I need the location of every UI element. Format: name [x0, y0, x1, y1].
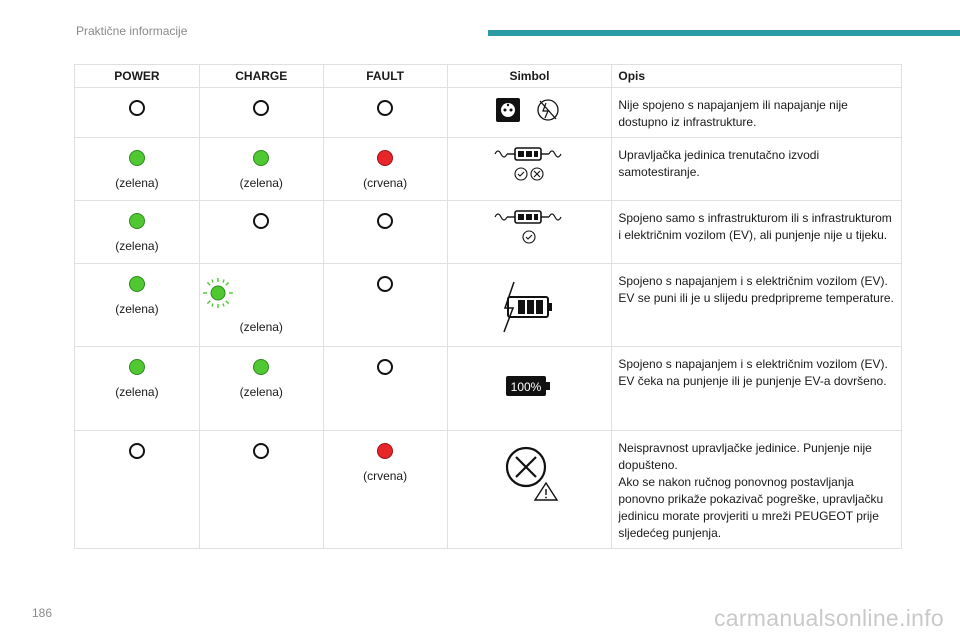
page-number: 186 [32, 606, 53, 620]
led-color-label: (crvena) [363, 469, 408, 483]
page-section-title: Praktične informacije [76, 24, 188, 38]
symbol-cell [447, 347, 612, 431]
power-led-cell [75, 201, 200, 264]
symbol-cell [447, 264, 612, 347]
fault-led-cell [323, 431, 447, 549]
fault-warning-icon [494, 437, 564, 507]
led-green-icon [129, 276, 145, 292]
symbol-cell [447, 138, 612, 201]
symbol-cell [447, 88, 612, 138]
led-green-icon [253, 359, 269, 375]
col-header-symbol: Simbol [447, 65, 612, 88]
description-text: Upravljačka jedinica trenutačno izvodi samotestiranje. [618, 148, 820, 179]
led-color-label: (zelena) [239, 320, 283, 334]
charge-led-cell [199, 431, 323, 549]
led-off-icon [129, 100, 145, 116]
led-color-label: (zelena) [115, 302, 159, 316]
symbol-cell [447, 431, 612, 549]
description-text: Spojeno samo s infrastrukturom ili s infrastrukturom i električnim vozilom (EV), ali punjenje nije u tijeku. [618, 211, 892, 242]
led-off-icon [129, 443, 145, 459]
socket-and-no-power-icon [494, 94, 564, 128]
led-green-icon [253, 150, 269, 166]
led-green-icon [129, 213, 145, 229]
watermark-text: carmanualsonline.info [713, 605, 944, 631]
led-off-icon [253, 213, 269, 229]
description-cell [612, 201, 902, 264]
power-led-cell [75, 431, 200, 549]
table-row [75, 201, 902, 264]
fault-led-cell [323, 138, 447, 201]
fault-led-cell [323, 201, 447, 264]
description-text: Nije spojeno s napajanjem ili napajanje nije dostupno iz infrastrukture. [618, 98, 848, 129]
table-row [75, 347, 902, 431]
table-row [75, 88, 902, 138]
description-text: Ako se nakon ručnog ponovnog postavljanja ponovno prikaže pokazivač pogreške, upravljačku jedinicu morate provjeriti u mreži PEUGEOT prije sljedećeg punjenja. [618, 475, 884, 540]
battery-percent-label: 100% [511, 380, 542, 394]
col-header-fault: FAULT [323, 65, 447, 88]
battery-full-icon [494, 371, 564, 421]
led-green-icon [129, 359, 145, 375]
led-off-icon [377, 213, 393, 229]
led-status-table [74, 64, 902, 549]
description-text: Neispravnost upravljačke jedinice. Punjenje nije dopušteno. [618, 441, 872, 472]
table-header-row [75, 65, 902, 88]
col-header-charge: CHARGE [199, 65, 323, 88]
led-color-label: (zelena) [239, 385, 283, 399]
charge-led-cell [199, 347, 323, 431]
table-row [75, 431, 902, 549]
led-color-label: (zelena) [115, 239, 159, 253]
fault-led-cell [323, 88, 447, 138]
col-header-description: Opis [612, 65, 902, 88]
led-off-icon [377, 276, 393, 292]
description-cell [612, 264, 902, 347]
description-cell [612, 88, 902, 138]
charge-led-cell [199, 264, 323, 347]
description-cell [612, 347, 902, 431]
description-text: Spojeno s napajanjem i s električnim vozilom (EV). EV se puni ili je u slijedu predpripreme temperature. [618, 274, 894, 305]
led-off-icon [377, 359, 393, 375]
led-off-icon [377, 100, 393, 116]
led-color-label: (zelena) [115, 176, 159, 190]
description-text: Spojeno s napajanjem i s električnim vozilom (EV). EV čeka na punjenje ili je punjenje EV-a dovršeno. [618, 357, 888, 388]
power-led-cell [75, 347, 200, 431]
description-cell [612, 138, 902, 201]
power-led-cell [75, 88, 200, 138]
charge-led-cell [199, 88, 323, 138]
led-green-blinking-icon [201, 276, 322, 310]
table-row [75, 264, 902, 347]
col-header-power: POWER [75, 65, 200, 88]
charge-led-cell [199, 138, 323, 201]
cable-battery-check-cross-icon [489, 144, 569, 184]
header-accent-bar [488, 30, 960, 36]
fault-led-cell [323, 347, 447, 431]
battery-charging-icon [494, 278, 564, 338]
fault-led-cell [323, 264, 447, 347]
led-color-label: (zelena) [239, 176, 283, 190]
led-off-icon [253, 100, 269, 116]
table-row [75, 138, 902, 201]
led-green-icon [129, 150, 145, 166]
description-cell [612, 431, 902, 549]
led-color-label: (zelena) [115, 385, 159, 399]
charge-led-cell [199, 201, 323, 264]
led-red-icon [377, 150, 393, 166]
cable-battery-check-icon [489, 207, 569, 247]
power-led-cell [75, 264, 200, 347]
led-color-label: (crvena) [363, 176, 408, 190]
led-red-icon [377, 443, 393, 459]
led-off-icon [253, 443, 269, 459]
symbol-cell [447, 201, 612, 264]
power-led-cell [75, 138, 200, 201]
